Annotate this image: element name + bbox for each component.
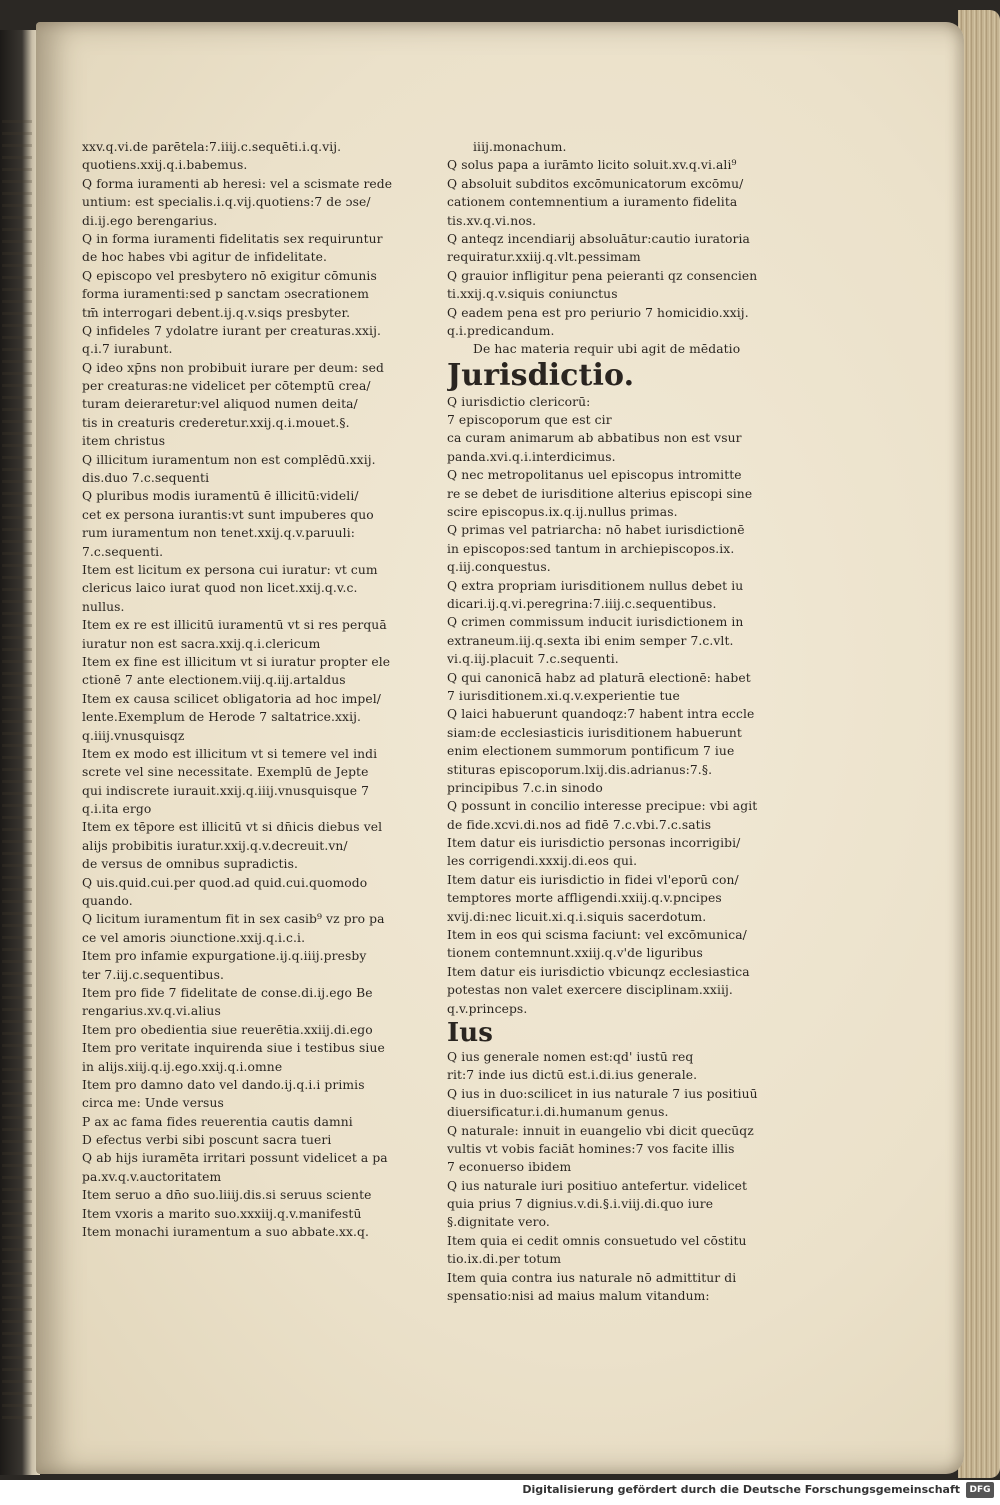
text-line: quia prius 7 dignius.v.di.§.i.viij.di.quo iure (447, 1197, 714, 1212)
text-line: quando. (82, 894, 133, 909)
text-line: iuratur non est sacra.xxij.q.i.clericum (82, 636, 321, 651)
text-line: Item monachi iuramentum a suo abbate.xx.q. (82, 1225, 370, 1240)
text-line: Item ex fine est illicitum vt si iuratur propter ele (82, 654, 391, 669)
text-line: Q eadem pena est pro periurio 7 homicidio.xxij. (447, 305, 749, 320)
left-text-column (82, 138, 442, 1241)
text-line: Q naturale: innuit in euangelio vbi dicit quecūqz (447, 1123, 754, 1138)
text-line: rit:7 inde ius dictū est.i.di.ius generale. (447, 1068, 698, 1083)
text-line: pa.xv.q.v.auctoritatem (82, 1169, 222, 1184)
text-line: Q ab hijs iuramēta irritari possunt videlicet a pa (82, 1151, 388, 1166)
text-line: de versus de omnibus supradictis. (82, 857, 298, 872)
text-line: diuersificatur.i.di.humanum genus. (447, 1105, 669, 1120)
text-line: lente.Exemplum de Herode 7 saltatrice.xxij. (82, 710, 362, 725)
text-line: les corrigendi.xxxij.di.eos qui. (447, 854, 638, 869)
text-line: enim electionem summorum pontificum 7 iue (447, 744, 735, 759)
text-line: de fide.xcvi.di.nos ad fidē 7.c.vbi.7.c.satis (447, 817, 712, 832)
text-line: Q ius in duo:scilicet in ius naturale 7 ius positiuū (447, 1086, 758, 1101)
text-line: in alijs.xiij.q.ij.ego.xxij.q.i.omne (82, 1059, 283, 1074)
right-text-column (447, 138, 797, 1305)
text-line: Jurisdictio. (447, 358, 635, 393)
text-line: Item quia contra ius naturale nō admittitur di (447, 1270, 737, 1285)
text-line: Q extra propriam iurisditionem nullus debet iu (447, 578, 744, 593)
text-line: Ius (447, 1017, 494, 1048)
text-line: requiratur.xxiij.q.vlt.pessimam (447, 250, 641, 265)
text-line: Q pluribus modis iuramentū ē illicitū:videli/ (82, 489, 359, 504)
text-line: Item est licitum ex persona cui iuratur: vt cum (82, 562, 378, 577)
text-line: ca curam animarum ab abbatibus non est vsur (447, 431, 742, 446)
text-line: Q qui canonicā habz ad platurā electionē: habet (447, 670, 751, 685)
text-line: Q licitum iuramentum fit in sex casib⁹ vz pro pa (82, 912, 385, 927)
text-line: Item vxoris a marito suo.xxxiij.q.v.manifestū (82, 1206, 362, 1221)
text-line: Item in eos qui scisma faciunt: vel excōmunica/ (447, 928, 747, 943)
text-line: Item datur eis iurisdictio personas incorrigibi/ (447, 836, 741, 851)
text-line: Item ex causa scilicet obligatoria ad hoc impel/ (82, 691, 382, 706)
text-line: Q crimen commissum inducit iurisdictionem in (447, 615, 744, 630)
text-line: de hoc habes vbi agitur de infidelitate. (82, 250, 328, 265)
text-line: extraneum.iij.q.sexta ibi enim semper 7.c.vlt. (447, 633, 734, 648)
text-line: §.dignitate vero. (447, 1215, 550, 1230)
text-line: Q grauior infligitur pena peieranti qz consencien (447, 268, 758, 283)
text-line: siam:de ecclesiasticis iurisditionem habuerunt (447, 725, 742, 740)
text-line: re se debet de iurisditione alterius episcopi sine (447, 486, 753, 501)
text-line: Q infideles 7 ydolatre iurant per creaturas.xxij. (82, 323, 381, 338)
text-line: Q in forma iuramenti fidelitatis sex requiruntur (82, 231, 383, 246)
text-line: q.iiij.vnusquisqz (82, 728, 185, 743)
text-line: Q ius naturale iuri positiuo antefertur. videlicet (447, 1178, 748, 1193)
text-line: Q laici habuerunt quandoqz:7 habent intra eccle (447, 707, 755, 722)
text-line: Item ex tēpore est illicitū vt si dn̄icis diebus vel (82, 820, 383, 835)
footer-bar (0, 1480, 1000, 1505)
dfg-logo: DFG (966, 1482, 994, 1498)
text-line: ce vel amoris ɔiunctione.xxij.q.i.c.i. (82, 930, 306, 945)
text-line: item christus (82, 434, 166, 449)
text-line: 7 iurisditionem.xi.q.v.experientie tue (447, 688, 680, 703)
text-line: principibus 7.c.in sinodo (447, 780, 603, 795)
text-line: P ax ac fama fides reuerentia cautis damni (82, 1114, 353, 1129)
text-line: forma iuramenti:sed p sanctam ɔsecrationem (82, 287, 370, 302)
text-line: 7 episcoporum que est cir (447, 413, 612, 428)
text-line: screte vel sine necessitate. Exemplū de Jepte (82, 765, 369, 780)
text-line: cet ex persona iurantis:vt sunt impuberes quo (82, 507, 374, 522)
text-line: spensatio:nisi ad maius malum vitandum: (447, 1289, 710, 1304)
text-line: dicari.ij.q.vi.peregrina:7.iiij.c.sequentibus. (447, 596, 717, 611)
text-line: quotiens.xxij.q.i.babemus. (82, 158, 248, 173)
text-line: Q anteqz incendiarij absoluātur:cautio iuratoria (447, 231, 750, 246)
text-line: Item ex modo est illicitum vt si temere vel indi (82, 746, 378, 761)
text-line: rengarius.xv.q.vi.alius (82, 1004, 221, 1019)
text-line: tis.xv.q.vi.nos. (447, 213, 537, 228)
facing-page-edge (2, 120, 32, 1420)
text-line: Item seruo a dn̄o suo.liiij.dis.si seruus sciente (82, 1188, 372, 1203)
text-line: xvij.di:nec licuit.xi.q.i.siquis sacerdotum. (447, 909, 707, 924)
text-line: iiij.monachum. (473, 140, 567, 154)
text-line: vi.q.iij.placuit 7.c.sequenti. (447, 652, 619, 667)
text-line: q.i.7 iurabunt. (82, 342, 173, 357)
text-line: Q forma iuramenti ab heresi: vel a scismate rede (82, 176, 393, 191)
text-line: Q primas vel patriarcha: nō habet iurisdictionē (447, 523, 745, 538)
text-line: in episcopos:sed tantum in archiepiscopos.ix. (447, 541, 735, 556)
text-line: Item datur eis iurisdictio in fidei vl'eporū con/ (447, 872, 739, 887)
text-line: turam deieraretur:vel aliquod numen deita/ (82, 397, 358, 412)
funding-notice: Digitalisierung gefördert durch die Deutsche Forschungsgemeinschaft (522, 1483, 960, 1496)
text-line: q.iij.conquestus. (447, 560, 551, 575)
text-line: Q solus papa a iurāmto licito soluit.xv.q.vi.ali⁹ (447, 158, 737, 173)
text-line: temptores morte affligendi.xxiij.q.v.pncipes (447, 891, 722, 906)
text-line: q.v.princeps. (447, 1001, 528, 1016)
text-line: tis in creaturis crederetur.xxij.q.i.mouet.§. (82, 415, 350, 430)
text-line: tionem contemnunt.xxiij.q.v'de liguribus (447, 946, 703, 961)
text-line: tm̄ interrogari debent.ij.q.v.siqs presbyter. (82, 305, 351, 320)
text-line: Q iurisdictio clericorū: (447, 394, 591, 409)
text-line: Item pro fide 7 fidelitate de conse.di.ij.ego Be (82, 985, 373, 1000)
text-line: Item ex re est illicitū iuramentū vt si res perquā (82, 618, 387, 633)
text-line: potestas non valet exercere disciplinam.xxiij. (447, 983, 733, 998)
text-line: Q episcopo vel presbytero nō exigitur cōmunis (82, 268, 377, 283)
text-line: D efectus verbi sibi poscunt sacra tueri (82, 1133, 332, 1148)
text-line: nullus. (82, 599, 125, 614)
text-line: Item pro damno dato vel dando.ij.q.i.i primis (82, 1077, 365, 1092)
text-line: cationem contemnentium a iuramento fidelita (447, 195, 738, 210)
text-line: vultis vt vobis faciāt homines:7 vos facite illis (447, 1141, 735, 1156)
text-line: ctionē 7 ante electionem.viij.q.iij.artaldus (82, 673, 346, 688)
text-line: 7 econuerso ibidem (447, 1160, 572, 1175)
text-line: Q nec metropolitanus uel episcopus intromitte (447, 468, 742, 483)
page-stack-edge (958, 10, 1000, 1478)
text-line: q.i.predicandum. (447, 323, 555, 338)
text-line: 7.c.sequenti. (82, 544, 164, 559)
text-line: Q illicitum iuramentum non est complēdū.xxij. (82, 452, 376, 467)
text-line: stituras episcoporum.lxij.dis.adrianus:7.§. (447, 762, 713, 777)
text-line: Q ideo xp̄ns non probibuit iurare per deum: sed (82, 360, 384, 375)
text-line: Q ius generale nomen est:qd' iustū req (447, 1049, 694, 1064)
text-line: qui indiscrete iurauit.xxij.q.iiij.vnusquisque 7 (82, 783, 370, 798)
text-line: Q uis.quid.cui.per quod.ad quid.cui.quomodo (82, 875, 368, 890)
text-line: Item pro veritate inquirenda siue i testibus siue (82, 1041, 385, 1056)
text-line: circa me: Unde versus (82, 1096, 224, 1111)
text-line: di.ij.ego berengarius. (82, 213, 218, 228)
text-line: alijs probibitis iuratur.xxij.q.v.decreuit.vn/ (82, 838, 348, 853)
text-line: untium: est specialis.i.q.vij.quotiens:7 de ɔse/ (82, 195, 371, 210)
text-line: dis.duo 7.c.sequenti (82, 471, 210, 486)
text-line: Item datur eis iurisdictio vbicunqz ecclesiastica (447, 964, 750, 979)
text-line: per creaturas:ne videlicet per cōtemptū crea/ (82, 379, 371, 394)
text-line: panda.xvi.q.i.interdicimus. (447, 449, 616, 464)
text-line: rum iuramentum non tenet.xxij.q.v.paruuli: (82, 526, 355, 541)
text-line: De hac materia requir ubi agit de mēdatio (473, 342, 741, 357)
text-line: clericus laico iurat quod non licet.xxij.q.v.c. (82, 581, 358, 596)
text-line: q.i.ita ergo (82, 802, 152, 817)
text-line: tio.ix.di.per totum (447, 1252, 562, 1267)
text-line: Q absoluit subditos excōmunicatorum excōmu/ (447, 176, 744, 191)
text-line: Item pro obedientia siue reuerētia.xxiij.di.ego (82, 1022, 373, 1037)
text-line: Q possunt in concilio interesse precipue: vbi agit (447, 799, 758, 814)
text-line: xxv.q.vi.de parētela:7.iiij.c.sequēti.i.q.vij. (82, 140, 342, 154)
binding-edge (0, 30, 40, 1475)
text-line: scire episcopus.ix.q.ij.nullus primas. (447, 505, 678, 520)
text-line: ter 7.iij.c.sequentibus. (82, 967, 224, 982)
text-line: Item pro infamie expurgatione.ij.q.iiij.presby (82, 949, 367, 964)
text-line: Item quia ei cedit omnis consuetudo vel cōstitu (447, 1233, 747, 1248)
text-line: ti.xxij.q.v.siquis coniunctus (447, 287, 618, 302)
